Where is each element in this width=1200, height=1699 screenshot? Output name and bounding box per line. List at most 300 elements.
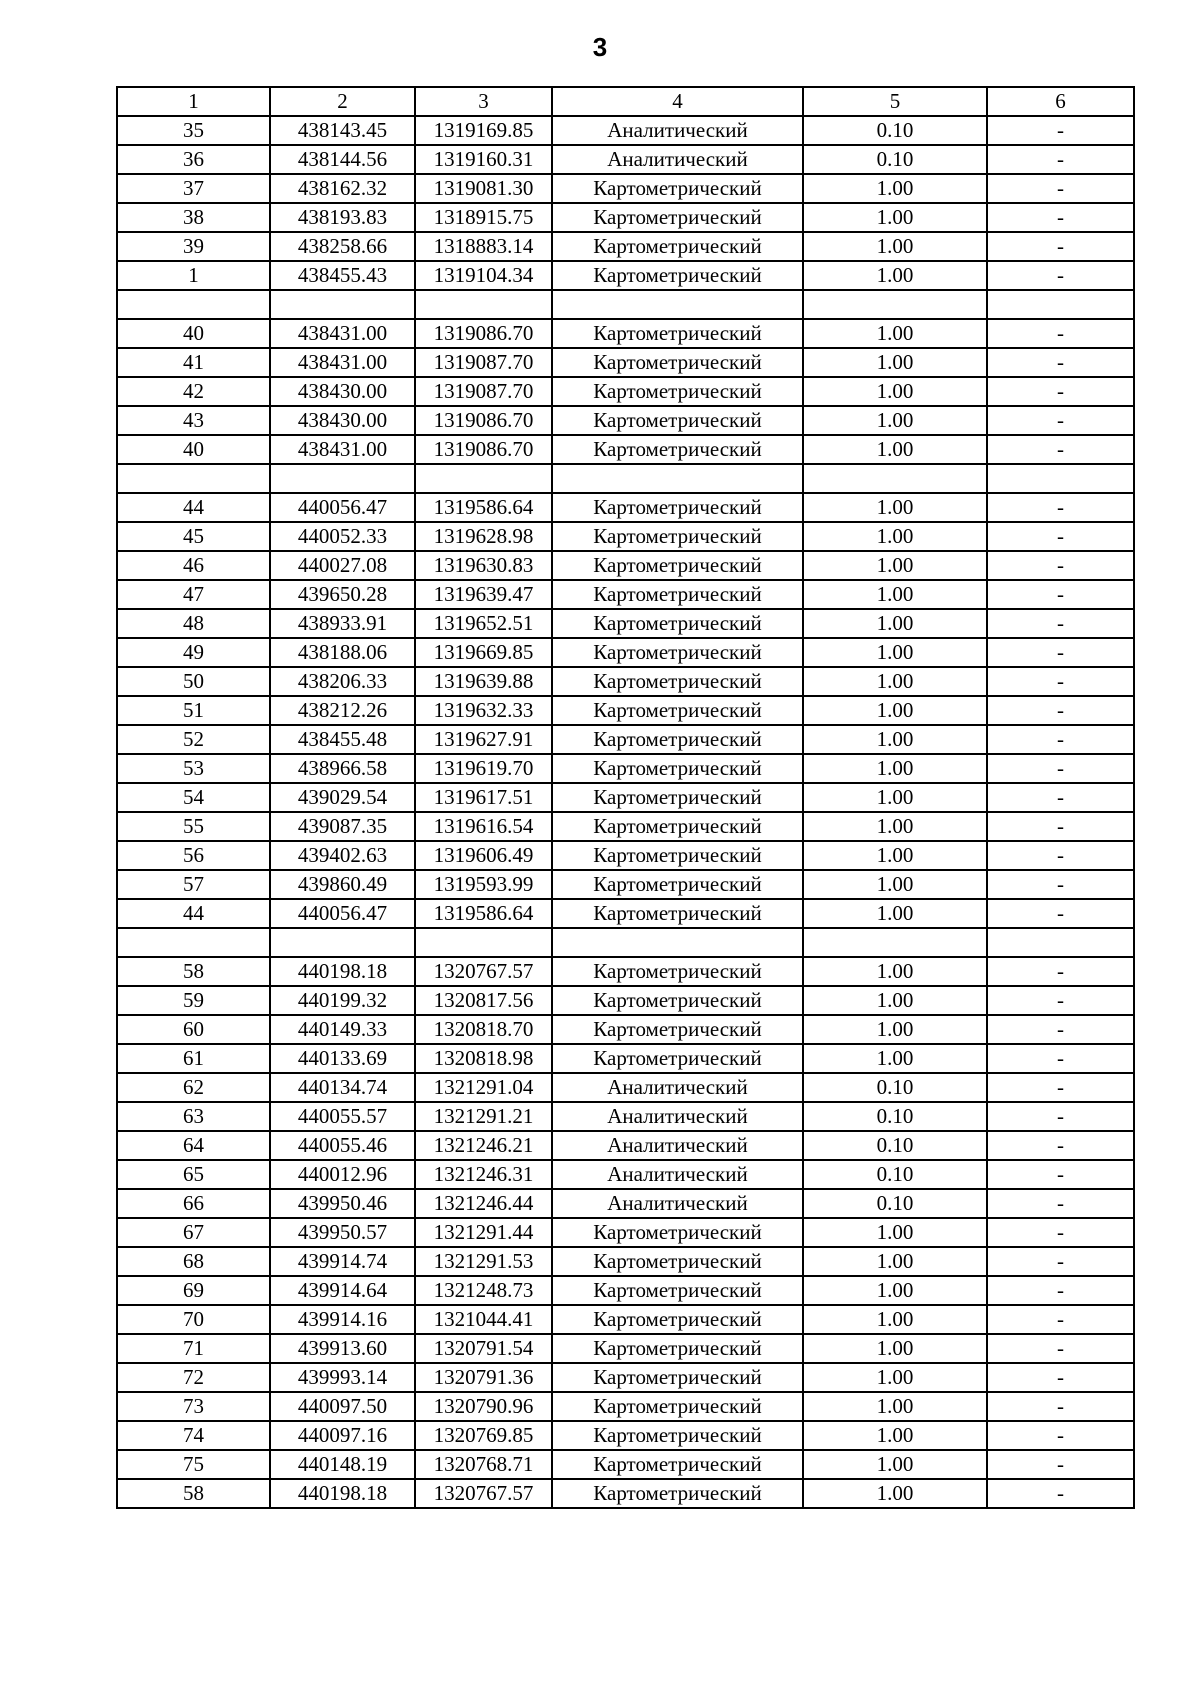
- x-coordinate-cell: 439914.64: [270, 1276, 415, 1305]
- y-coordinate-cell: 1320767.57: [415, 1479, 552, 1508]
- y-coordinate-cell: 1318915.75: [415, 203, 552, 232]
- y-coordinate-cell: 1321246.31: [415, 1160, 552, 1189]
- accuracy-cell: [803, 928, 987, 957]
- accuracy-cell: 1.00: [803, 783, 987, 812]
- description-cell: -: [987, 406, 1134, 435]
- y-coordinate-cell: 1320818.98: [415, 1044, 552, 1073]
- accuracy-cell: 1.00: [803, 812, 987, 841]
- y-coordinate-cell: 1319630.83: [415, 551, 552, 580]
- x-coordinate-cell: 440056.47: [270, 899, 415, 928]
- table-row: [117, 290, 1134, 319]
- point-number-cell: 41: [117, 348, 270, 377]
- accuracy-cell: 1.00: [803, 348, 987, 377]
- x-coordinate-cell: 440199.32: [270, 986, 415, 1015]
- description-cell: -: [987, 1073, 1134, 1102]
- y-coordinate-cell: 1319086.70: [415, 435, 552, 464]
- y-coordinate-cell: 1321291.53: [415, 1247, 552, 1276]
- point-number-cell: 43: [117, 406, 270, 435]
- y-coordinate-cell: [415, 928, 552, 957]
- accuracy-cell: 1.00: [803, 1392, 987, 1421]
- accuracy-cell: 1.00: [803, 1479, 987, 1508]
- point-number-cell: 71: [117, 1334, 270, 1363]
- method-cell: Картометрический: [552, 1450, 803, 1479]
- description-cell: -: [987, 1247, 1134, 1276]
- x-coordinate-cell: 439914.16: [270, 1305, 415, 1334]
- table-row: [117, 1305, 1134, 1334]
- accuracy-cell: 1.00: [803, 696, 987, 725]
- method-cell: Картометрический: [552, 957, 803, 986]
- point-number-cell: 74: [117, 1421, 270, 1450]
- description-cell: [987, 928, 1134, 957]
- y-coordinate-cell: 1319169.85: [415, 116, 552, 145]
- x-coordinate-cell: 439650.28: [270, 580, 415, 609]
- x-coordinate-cell: 438430.00: [270, 377, 415, 406]
- x-coordinate-cell: 438162.32: [270, 174, 415, 203]
- table-row: [117, 957, 1134, 986]
- accuracy-cell: 1.00: [803, 580, 987, 609]
- description-cell: -: [987, 667, 1134, 696]
- x-coordinate-cell: [270, 928, 415, 957]
- method-cell: Картометрический: [552, 1421, 803, 1450]
- description-cell: -: [987, 696, 1134, 725]
- table-row: [117, 1073, 1134, 1102]
- table-row: [117, 261, 1134, 290]
- method-cell: Картометрический: [552, 174, 803, 203]
- accuracy-cell: 1.00: [803, 1450, 987, 1479]
- description-cell: -: [987, 841, 1134, 870]
- y-coordinate-cell: 1320768.71: [415, 1450, 552, 1479]
- description-cell: -: [987, 493, 1134, 522]
- point-number-cell: 64: [117, 1131, 270, 1160]
- table-row: [117, 696, 1134, 725]
- table-row: [117, 406, 1134, 435]
- x-coordinate-cell: 438193.83: [270, 203, 415, 232]
- point-number-cell: 58: [117, 1479, 270, 1508]
- x-coordinate-cell: [270, 290, 415, 319]
- table-row: [117, 667, 1134, 696]
- point-number-cell: 57: [117, 870, 270, 899]
- x-coordinate-cell: 439950.57: [270, 1218, 415, 1247]
- point-number-cell: 58: [117, 957, 270, 986]
- method-cell: Картометрический: [552, 580, 803, 609]
- point-number-cell: 40: [117, 319, 270, 348]
- table-row: [117, 551, 1134, 580]
- table-row: [117, 145, 1134, 174]
- x-coordinate-cell: 438933.91: [270, 609, 415, 638]
- method-cell: Картометрический: [552, 1334, 803, 1363]
- y-coordinate-cell: 1320769.85: [415, 1421, 552, 1450]
- method-cell: Картометрический: [552, 319, 803, 348]
- description-cell: -: [987, 1189, 1134, 1218]
- table-row: [117, 899, 1134, 928]
- accuracy-cell: [803, 464, 987, 493]
- method-cell: Картометрический: [552, 1392, 803, 1421]
- table-row: [117, 435, 1134, 464]
- y-coordinate-cell: 1319639.47: [415, 580, 552, 609]
- table-row: [117, 1392, 1134, 1421]
- accuracy-cell: 1.00: [803, 435, 987, 464]
- accuracy-cell: 1.00: [803, 232, 987, 261]
- x-coordinate-cell: 438455.48: [270, 725, 415, 754]
- y-coordinate-cell: 1320818.70: [415, 1015, 552, 1044]
- table-row: [117, 1334, 1134, 1363]
- description-cell: -: [987, 1218, 1134, 1247]
- description-cell: -: [987, 754, 1134, 783]
- point-number-cell: 50: [117, 667, 270, 696]
- table-row: [117, 1102, 1134, 1131]
- method-cell: Картометрический: [552, 551, 803, 580]
- x-coordinate-cell: 438206.33: [270, 667, 415, 696]
- point-number-cell: 38: [117, 203, 270, 232]
- description-cell: -: [987, 203, 1134, 232]
- description-cell: [987, 290, 1134, 319]
- x-coordinate-cell: [270, 464, 415, 493]
- method-cell: Картометрический: [552, 1363, 803, 1392]
- point-number-cell: 48: [117, 609, 270, 638]
- x-coordinate-cell: 439860.49: [270, 870, 415, 899]
- point-number-cell: 42: [117, 377, 270, 406]
- point-number-cell: 54: [117, 783, 270, 812]
- accuracy-cell: 1.00: [803, 1044, 987, 1073]
- description-cell: -: [987, 899, 1134, 928]
- accuracy-cell: 1.00: [803, 261, 987, 290]
- table-row: [117, 1363, 1134, 1392]
- method-cell: Картометрический: [552, 754, 803, 783]
- x-coordinate-cell: 440027.08: [270, 551, 415, 580]
- table-row: [117, 1015, 1134, 1044]
- table-row: [117, 1131, 1134, 1160]
- coordinates-table-body: [117, 87, 1134, 1508]
- x-coordinate-cell: 439402.63: [270, 841, 415, 870]
- description-cell: -: [987, 638, 1134, 667]
- method-cell: Картометрический: [552, 609, 803, 638]
- x-coordinate-cell: 439950.46: [270, 1189, 415, 1218]
- method-cell: Картометрический: [552, 435, 803, 464]
- accuracy-cell: 0.10: [803, 116, 987, 145]
- table-row: [117, 116, 1134, 145]
- x-coordinate-cell: 438188.06: [270, 638, 415, 667]
- method-cell: Аналитический: [552, 1160, 803, 1189]
- method-cell: Картометрический: [552, 377, 803, 406]
- y-coordinate-cell: 1319586.64: [415, 493, 552, 522]
- method-cell: Картометрический: [552, 696, 803, 725]
- x-coordinate-cell: 440134.74: [270, 1073, 415, 1102]
- y-coordinate-cell: 1319593.99: [415, 870, 552, 899]
- x-coordinate-cell: 440056.47: [270, 493, 415, 522]
- x-coordinate-cell: 438431.00: [270, 348, 415, 377]
- description-cell: -: [987, 986, 1134, 1015]
- accuracy-cell: 1.00: [803, 667, 987, 696]
- description-cell: -: [987, 377, 1134, 406]
- y-coordinate-cell: 1319081.30: [415, 174, 552, 203]
- table-row: [117, 580, 1134, 609]
- point-number-cell: [117, 290, 270, 319]
- table-row: [117, 1218, 1134, 1247]
- description-cell: -: [987, 348, 1134, 377]
- point-number-cell: 65: [117, 1160, 270, 1189]
- point-number-cell: 44: [117, 899, 270, 928]
- x-coordinate-cell: 438144.56: [270, 145, 415, 174]
- point-number-cell: 72: [117, 1363, 270, 1392]
- point-number-cell: [117, 464, 270, 493]
- point-number-cell: 49: [117, 638, 270, 667]
- y-coordinate-cell: 1321291.44: [415, 1218, 552, 1247]
- x-coordinate-cell: 438966.58: [270, 754, 415, 783]
- x-coordinate-cell: 438258.66: [270, 232, 415, 261]
- description-cell: -: [987, 261, 1134, 290]
- description-cell: -: [987, 319, 1134, 348]
- table-row: [117, 928, 1134, 957]
- table-row: [117, 841, 1134, 870]
- y-coordinate-cell: 1319160.31: [415, 145, 552, 174]
- y-coordinate-cell: 1319104.34: [415, 261, 552, 290]
- method-cell: Картометрический: [552, 493, 803, 522]
- point-number-cell: 73: [117, 1392, 270, 1421]
- table-row: [117, 870, 1134, 899]
- x-coordinate-cell: 439993.14: [270, 1363, 415, 1392]
- accuracy-cell: 1.00: [803, 609, 987, 638]
- method-cell: Картометрический: [552, 261, 803, 290]
- y-coordinate-cell: 1320790.96: [415, 1392, 552, 1421]
- point-number-cell: 56: [117, 841, 270, 870]
- method-cell: Аналитический: [552, 1102, 803, 1131]
- description-cell: -: [987, 1421, 1134, 1450]
- y-coordinate-cell: 1320817.56: [415, 986, 552, 1015]
- point-number-cell: 36: [117, 145, 270, 174]
- table-row: [117, 638, 1134, 667]
- point-number-cell: 53: [117, 754, 270, 783]
- header-cell-1: 1: [117, 87, 270, 116]
- accuracy-cell: 1.00: [803, 493, 987, 522]
- x-coordinate-cell: 438431.00: [270, 435, 415, 464]
- method-cell: Картометрический: [552, 667, 803, 696]
- accuracy-cell: 0.10: [803, 1073, 987, 1102]
- method-cell: Картометрический: [552, 841, 803, 870]
- header-cell-3: 3: [415, 87, 552, 116]
- point-number-cell: 1: [117, 261, 270, 290]
- method-cell: Картометрический: [552, 899, 803, 928]
- description-cell: -: [987, 609, 1134, 638]
- description-cell: -: [987, 1479, 1134, 1508]
- description-cell: -: [987, 116, 1134, 145]
- description-cell: -: [987, 1392, 1134, 1421]
- method-cell: Аналитический: [552, 1131, 803, 1160]
- description-cell: -: [987, 174, 1134, 203]
- x-coordinate-cell: 440052.33: [270, 522, 415, 551]
- method-cell: [552, 464, 803, 493]
- point-number-cell: 40: [117, 435, 270, 464]
- table-row: [117, 377, 1134, 406]
- table-row: [117, 348, 1134, 377]
- accuracy-cell: 1.00: [803, 1015, 987, 1044]
- header-cell-5: 5: [803, 87, 987, 116]
- method-cell: Картометрический: [552, 1305, 803, 1334]
- table-row: [117, 1450, 1134, 1479]
- point-number-cell: 62: [117, 1073, 270, 1102]
- accuracy-cell: 1.00: [803, 203, 987, 232]
- y-coordinate-cell: 1321291.21: [415, 1102, 552, 1131]
- point-number-cell: 51: [117, 696, 270, 725]
- table-row: [117, 464, 1134, 493]
- method-cell: [552, 290, 803, 319]
- y-coordinate-cell: 1319606.49: [415, 841, 552, 870]
- description-cell: -: [987, 812, 1134, 841]
- x-coordinate-cell: 440012.96: [270, 1160, 415, 1189]
- accuracy-cell: 1.00: [803, 899, 987, 928]
- x-coordinate-cell: 439913.60: [270, 1334, 415, 1363]
- point-number-cell: 35: [117, 116, 270, 145]
- y-coordinate-cell: 1320767.57: [415, 957, 552, 986]
- y-coordinate-cell: 1319669.85: [415, 638, 552, 667]
- accuracy-cell: 0.10: [803, 145, 987, 174]
- accuracy-cell: 0.10: [803, 1160, 987, 1189]
- accuracy-cell: 1.00: [803, 551, 987, 580]
- point-number-cell: 39: [117, 232, 270, 261]
- description-cell: -: [987, 957, 1134, 986]
- y-coordinate-cell: 1319586.64: [415, 899, 552, 928]
- x-coordinate-cell: 438212.26: [270, 696, 415, 725]
- accuracy-cell: 1.00: [803, 754, 987, 783]
- x-coordinate-cell: 440198.18: [270, 957, 415, 986]
- description-cell: -: [987, 1363, 1134, 1392]
- method-cell: Аналитический: [552, 1189, 803, 1218]
- table-row: [117, 1044, 1134, 1073]
- point-number-cell: 63: [117, 1102, 270, 1131]
- x-coordinate-cell: 438143.45: [270, 116, 415, 145]
- y-coordinate-cell: 1321248.73: [415, 1276, 552, 1305]
- accuracy-cell: 1.00: [803, 522, 987, 551]
- method-cell: Картометрический: [552, 1247, 803, 1276]
- description-cell: [987, 464, 1134, 493]
- header-cell-4: 4: [552, 87, 803, 116]
- method-cell: Картометрический: [552, 812, 803, 841]
- point-number-cell: 66: [117, 1189, 270, 1218]
- accuracy-cell: 1.00: [803, 174, 987, 203]
- method-cell: Картометрический: [552, 406, 803, 435]
- point-number-cell: [117, 928, 270, 957]
- method-cell: Аналитический: [552, 1073, 803, 1102]
- method-cell: Картометрический: [552, 1218, 803, 1247]
- x-coordinate-cell: 440097.16: [270, 1421, 415, 1450]
- accuracy-cell: 1.00: [803, 725, 987, 754]
- point-number-cell: 61: [117, 1044, 270, 1073]
- method-cell: Картометрический: [552, 783, 803, 812]
- method-cell: [552, 928, 803, 957]
- x-coordinate-cell: 438431.00: [270, 319, 415, 348]
- y-coordinate-cell: 1318883.14: [415, 232, 552, 261]
- description-cell: -: [987, 522, 1134, 551]
- header-cell-2: 2: [270, 87, 415, 116]
- point-number-cell: 46: [117, 551, 270, 580]
- description-cell: -: [987, 1102, 1134, 1131]
- table-row: [117, 232, 1134, 261]
- x-coordinate-cell: 440149.33: [270, 1015, 415, 1044]
- method-cell: Картометрический: [552, 522, 803, 551]
- description-cell: -: [987, 435, 1134, 464]
- description-cell: -: [987, 1276, 1134, 1305]
- method-cell: Картометрический: [552, 203, 803, 232]
- accuracy-cell: 1.00: [803, 319, 987, 348]
- description-cell: -: [987, 725, 1134, 754]
- table-row: [117, 609, 1134, 638]
- y-coordinate-cell: 1319627.91: [415, 725, 552, 754]
- accuracy-cell: 1.00: [803, 870, 987, 899]
- point-number-cell: 69: [117, 1276, 270, 1305]
- y-coordinate-cell: [415, 464, 552, 493]
- accuracy-cell: 1.00: [803, 1276, 987, 1305]
- table-row: [117, 1421, 1134, 1450]
- table-row: [117, 1189, 1134, 1218]
- accuracy-cell: 1.00: [803, 377, 987, 406]
- accuracy-cell: 1.00: [803, 1247, 987, 1276]
- description-cell: -: [987, 870, 1134, 899]
- table-row: [117, 783, 1134, 812]
- point-number-cell: 60: [117, 1015, 270, 1044]
- x-coordinate-cell: 440148.19: [270, 1450, 415, 1479]
- point-number-cell: 67: [117, 1218, 270, 1247]
- x-coordinate-cell: 440097.50: [270, 1392, 415, 1421]
- point-number-cell: 37: [117, 174, 270, 203]
- page-number: 3: [592, 32, 608, 62]
- accuracy-cell: 1.00: [803, 986, 987, 1015]
- description-cell: -: [987, 580, 1134, 609]
- point-number-cell: 70: [117, 1305, 270, 1334]
- table-row: [117, 725, 1134, 754]
- y-coordinate-cell: 1319652.51: [415, 609, 552, 638]
- table-row: [117, 1276, 1134, 1305]
- accuracy-cell: 1.00: [803, 638, 987, 667]
- method-cell: Картометрический: [552, 986, 803, 1015]
- accuracy-cell: 1.00: [803, 1305, 987, 1334]
- x-coordinate-cell: 438455.43: [270, 261, 415, 290]
- method-cell: Картометрический: [552, 638, 803, 667]
- y-coordinate-cell: 1319617.51: [415, 783, 552, 812]
- description-cell: -: [987, 1160, 1134, 1189]
- y-coordinate-cell: 1321291.04: [415, 1073, 552, 1102]
- method-cell: Картометрический: [552, 232, 803, 261]
- point-number-cell: 47: [117, 580, 270, 609]
- accuracy-cell: 1.00: [803, 1334, 987, 1363]
- table-row: [117, 522, 1134, 551]
- y-coordinate-cell: 1319628.98: [415, 522, 552, 551]
- y-coordinate-cell: 1320791.36: [415, 1363, 552, 1392]
- description-cell: -: [987, 551, 1134, 580]
- x-coordinate-cell: 440198.18: [270, 1479, 415, 1508]
- accuracy-cell: 0.10: [803, 1102, 987, 1131]
- description-cell: -: [987, 1334, 1134, 1363]
- y-coordinate-cell: 1319619.70: [415, 754, 552, 783]
- point-number-cell: 55: [117, 812, 270, 841]
- point-number-cell: 52: [117, 725, 270, 754]
- table-row: [117, 319, 1134, 348]
- x-coordinate-cell: 440055.57: [270, 1102, 415, 1131]
- point-number-cell: 75: [117, 1450, 270, 1479]
- method-cell: Картометрический: [552, 1015, 803, 1044]
- y-coordinate-cell: 1321246.21: [415, 1131, 552, 1160]
- accuracy-cell: 1.00: [803, 841, 987, 870]
- x-coordinate-cell: 440055.46: [270, 1131, 415, 1160]
- method-cell: Аналитический: [552, 116, 803, 145]
- x-coordinate-cell: 439087.35: [270, 812, 415, 841]
- method-cell: Картометрический: [552, 1276, 803, 1305]
- method-cell: Картометрический: [552, 1044, 803, 1073]
- accuracy-cell: 0.10: [803, 1131, 987, 1160]
- description-cell: -: [987, 1450, 1134, 1479]
- accuracy-cell: 1.00: [803, 1218, 987, 1247]
- accuracy-cell: 1.00: [803, 406, 987, 435]
- x-coordinate-cell: 438430.00: [270, 406, 415, 435]
- x-coordinate-cell: 439029.54: [270, 783, 415, 812]
